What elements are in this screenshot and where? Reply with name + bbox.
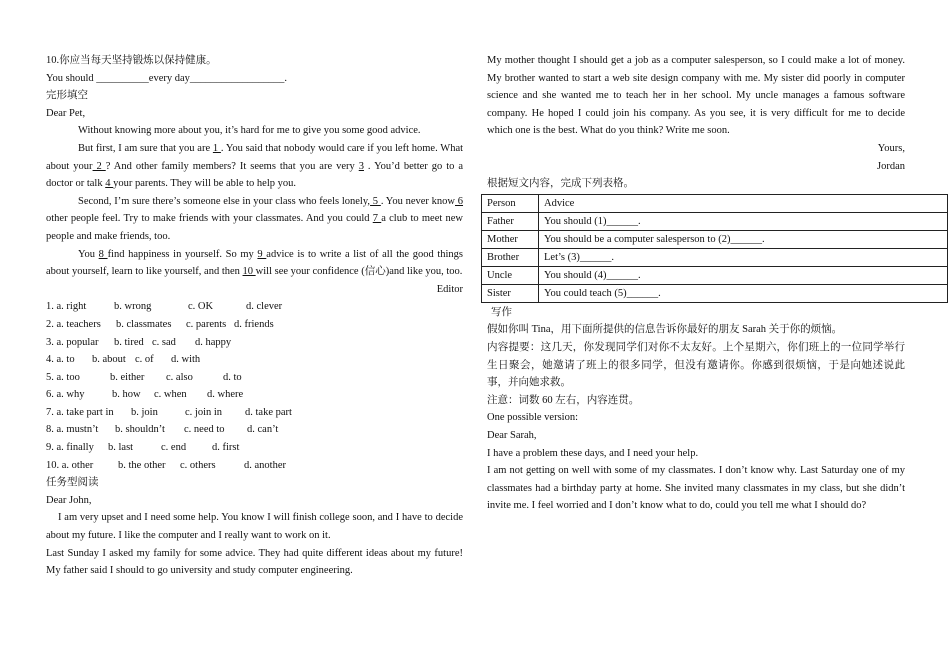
table-row <box>482 266 948 284</box>
sample-paragraph-1: I have a problem these days, and I need your help. <box>487 447 699 459</box>
table-cell-person: Mother <box>482 230 539 248</box>
table-cell-advice: You should be a computer salesperson to (2)______. <box>539 230 948 248</box>
letter1-signature: Editor <box>436 283 463 295</box>
option-row: 9. a. finally b. last c. end d. first <box>46 442 240 454</box>
table-row <box>482 284 948 302</box>
q10-chinese: 10.你应当每天坚持锻炼以保持健康。 <box>46 55 217 66</box>
option-row: 3. a. popular b. tired c. sad d. happy <box>46 336 232 348</box>
left-column <box>46 52 463 580</box>
option-row: 4. a. to b. about c. of d. with <box>46 354 201 366</box>
letter1-greeting: Dear Pet, <box>46 107 86 119</box>
table-header-advice: Advice <box>539 194 948 212</box>
writing-note: 注意：词数 60 左右，内容连贯。 <box>487 394 640 406</box>
blank-3: 3 <box>358 160 364 172</box>
blank-5: 5 <box>370 195 381 207</box>
advice-table <box>481 194 948 303</box>
sample-greeting: Dear Sarah, <box>487 429 537 441</box>
blank-2: 2 <box>92 160 106 172</box>
writing-heading: 写作 <box>491 306 512 318</box>
option-row: 10. a. other b. the other c. others d. another <box>46 459 286 471</box>
table-cell-person: Father <box>482 212 539 230</box>
option-row: 2. a. teachers b. classmates c. parents d. friends <box>46 318 274 330</box>
writing-points: 内容提要：这几天，你发现同学们对你不太友好。上个星期六，你们班上的一位同学举行生日聚会，她邀请了班上的很多同学，但没有邀请你。你感到很烦恼，于是向她述说此事，并向她求救。 <box>487 341 905 389</box>
letter2-greeting: Dear John, <box>46 494 92 506</box>
letter1-paragraph-2: But first, I am sure that you are 1 . You said that nobody would care if you left home. What about your 2 ? And other family members? It seems that you are very 3 . You’d better go to a doctor or talk 4 your parents. They will be able to help you. <box>46 142 464 190</box>
table-cell-person: Brother <box>482 248 539 266</box>
option-row: 6. a. why b. how c. when d. where <box>46 389 244 401</box>
table-header-person: Person <box>482 194 539 212</box>
blank-6: 6 <box>455 195 464 207</box>
letter2-paragraph-2: Last Sunday I asked my family for some advice. They had quite different ideas about my future! My father said I should to go university and study computer engineering. <box>46 547 463 577</box>
letter2-signer: Jordan <box>877 160 905 172</box>
blank-1: 1 <box>212 142 221 154</box>
table-row <box>482 212 948 230</box>
sample-paragraph-2: I am not getting on well with some of my classmates. I don’t know why. Last Saturday one of my classmates had a birthday party at home. She invited many classmates in my class, but she didn’t invite me. I feel worried and I don’t know what to do, could you tell me what I should do? <box>487 465 905 512</box>
letter2-closing: Yours, <box>877 142 905 154</box>
table-header-row <box>482 194 948 212</box>
option-row: 7. a. take part in b. join c. join in d. take part <box>46 406 292 418</box>
sample-label: One possible version: <box>487 412 578 424</box>
writing-task: 假如你叫 Tina，用下面所提供的信息告诉你最好的朋友 Sarah 关于你的烦恼。 <box>487 324 843 336</box>
letter1-paragraph-1: Without knowing more about you, it’s hard for me to give you some good advice. <box>78 125 421 137</box>
table-cell-person: Uncle <box>482 266 539 284</box>
right-column <box>487 52 905 515</box>
option-row: 1. a. right b. wrong c. OK d. clever <box>46 301 283 313</box>
option-row: 5. a. too b. either c. also d. to <box>46 371 242 383</box>
table-instruction: 根据短文内容，完成下列表格。 <box>487 178 634 190</box>
blank-7: 7 <box>372 213 382 225</box>
table-cell-person: Sister <box>482 284 539 302</box>
letter2-paragraph-1: I am very upset and I need some help. You know I will finish college soon, and I have to decide about my future. I like the computer and I really want to work on it. <box>46 512 463 542</box>
table-cell-advice: Let’s (3)______. <box>539 248 948 266</box>
cloze-options <box>46 298 463 474</box>
task-reading-heading: 任务型阅读 <box>46 477 99 489</box>
table-row <box>482 248 948 266</box>
cloze-heading: 完形填空 <box>46 90 88 102</box>
blank-4: 4 <box>105 178 114 190</box>
q10-english: You should __________every day__________________. <box>46 72 288 84</box>
blank-9: 9 <box>257 248 267 260</box>
blank-10: 10 <box>242 266 256 278</box>
blank-8: 8 <box>98 248 108 260</box>
table-cell-advice: You could teach (5)______. <box>539 284 948 302</box>
letter1-paragraph-3: Second, I’m sure there’s someone else in your class who feels lonely, 5 . You never know 6 other people feel. Try to make friends with your classmates. And you could 7 a club to meet new people and make friends, too. <box>46 195 464 242</box>
option-row: 8. a. mustn’t b. shouldn’t c. need to d. can’t <box>46 424 279 436</box>
table-row <box>482 230 948 248</box>
letter1-paragraph-4: You 8 find happiness in yourself. So my 9 advice is to write a list of all the good things about yourself, learn to like yourself, and then 10 will see your confidence (信心)and like you, too. <box>46 248 464 278</box>
table-cell-advice: You should (1)______. <box>539 212 948 230</box>
table-cell-advice: You should (4)______. <box>539 266 948 284</box>
letter2-paragraph-3: My mother thought I should get a job as a computer salesperson, so I could make a lot of money. My brother wanted to start a web site design company with me. My sister did poorly in computer science and she wanted me to teach her in her school. My uncle manages a famous software company. He hoped I could join his company. As you see, it is very difficult for me to decide which one is the best. What do you think? Write me soon. <box>487 55 905 137</box>
